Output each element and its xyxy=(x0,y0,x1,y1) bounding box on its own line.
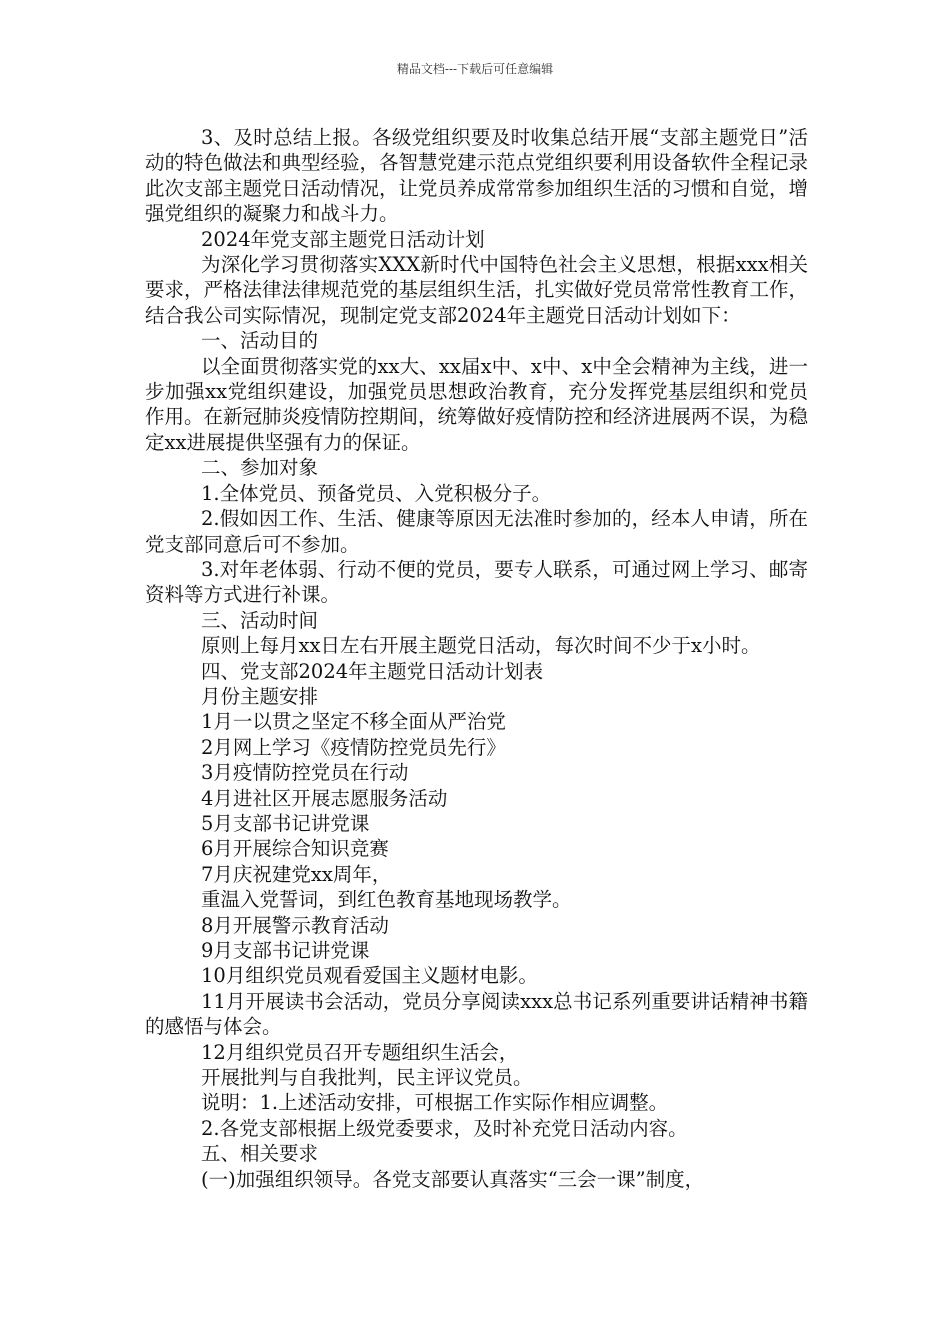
schedule-row: 4月进社区开展志愿服务活动 xyxy=(201,786,448,810)
schedule-row: 5月支部书记讲党课 xyxy=(201,811,370,835)
schedule-row: 6月开展综合知识竞赛 xyxy=(201,837,389,861)
schedule-row: 开展批判与自我批判，民主评议党员。 xyxy=(201,1066,533,1090)
schedule-row: 11月开展读书会活动，党员分享阅读xxx总书记系列重要讲话精神书籍的感悟与体会。 xyxy=(145,989,808,1039)
document-body xyxy=(145,125,808,1192)
list-item: 1.全体党员、预备党员、入党积极分子。 xyxy=(201,481,552,505)
section-heading: 一、活动目的 xyxy=(201,329,319,353)
note: 说明：1.上述活动安排，可根据工作实际作相应调整。 xyxy=(201,1091,669,1115)
paragraph: 以全面贯彻落实党的xx大、xx届x中、x中、x中全会精神为主线，进一步加强xx党组织建设，加强党员思想政治教育，充分发挥党基层组织和党员作用。在新冠肺炎疫情防控期间，统筹做好疫情防控和经济进展两不误，为稳定xx进展提供坚强有力的保证。 xyxy=(145,354,809,454)
section-heading: 二、参加对象 xyxy=(201,456,319,480)
plan-title: 2024年党支部主题党日活动计划 xyxy=(201,227,485,251)
schedule-row: 10月组织党员观看爱国主义题材电影。 xyxy=(201,964,538,988)
schedule-row: 3月疫情防控党员在行动 xyxy=(201,761,409,785)
list-item: 2.假如因工作、生活、健康等原因无法准时参加的，经本人申请，所在党支部同意后可不参加。 xyxy=(145,507,808,556)
paragraph: 3、及时总结上报。各级党组织要及时收集总结开展“支部主题党日”活动的特色做法和典型经验，各智慧党建示范点党组织要利用设备软件全程记录此次支部主题党日活动情况，让党员养成常常参加组织生活的习惯和自觉，增强党组织的凝聚力和战斗力。 xyxy=(145,126,809,226)
section-heading: 三、活动时间 xyxy=(201,608,319,632)
schedule-row: 7月庆祝建党xx周年， xyxy=(201,862,392,886)
paragraph: (一)加强组织领导。各党支部要认真落实“三会一课”制度， xyxy=(201,1167,705,1191)
schedule-row: 9月支部书记讲党课 xyxy=(201,939,370,962)
schedule-row: 1月一以贯之坚定不移全面从严治党 xyxy=(201,710,506,734)
page-header: 精品文档---下载后可任意编辑 xyxy=(396,62,554,76)
schedule-row: 8月开展警示教育活动 xyxy=(201,913,389,937)
schedule-row: 12月组织党员召开专题组织生活会， xyxy=(201,1040,519,1064)
schedule-row: 重温入党誓词，到红色教育基地现场教学。 xyxy=(201,888,572,912)
section-heading: 五、相关要求 xyxy=(201,1142,319,1166)
schedule-header: 月份主题安排 xyxy=(201,684,319,708)
section-heading: 四、党支部2024年主题党日活动计划表 xyxy=(201,659,544,683)
paragraph: 原则上每月xx日左右开展主题党日活动，每次时间不少于x小时。 xyxy=(201,634,761,658)
list-item: 3.对年老体弱、行动不便的党员，要专人联系，可通过网上学习、邮寄资料等方式进行补课。 xyxy=(145,557,808,607)
paragraph: 为深化学习贯彻落实XXX新时代中国特色社会主义思想，根据xxx相关要求，严格法律法律规范党的基层组织生活，扎实做好党员常常性教育工作，结合我公司实际情况，现制定党支部2024年主题党日活动计划如下： xyxy=(145,253,809,327)
note: 2.各党支部根据上级党委要求，及时补充党日活动内容。 xyxy=(201,1116,688,1140)
schedule-row: 2月网上学习《疫情防控党员先行》 xyxy=(201,735,506,759)
